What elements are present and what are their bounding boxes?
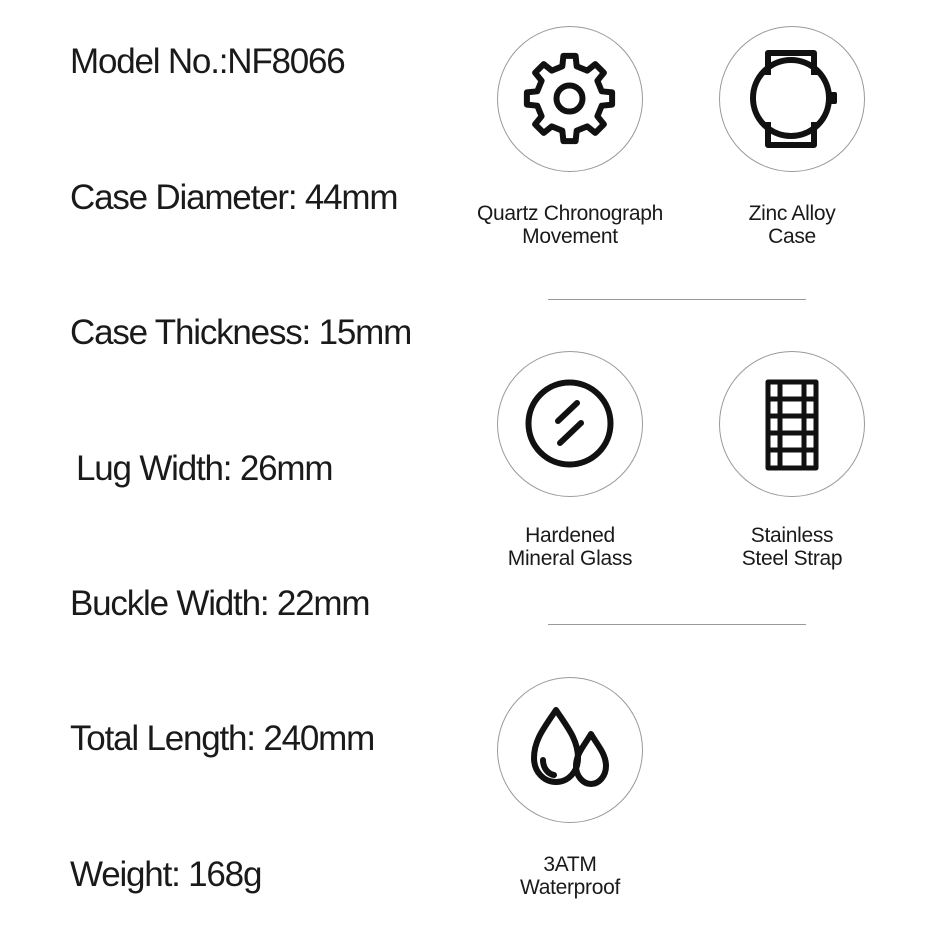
- movement-caption: [450, 202, 690, 248]
- case-caption: [672, 202, 912, 248]
- spec-case-diameter: Case Diameter: 44mm: [70, 178, 398, 217]
- strap-caption-line-1: Stainless: [750, 524, 834, 547]
- strap-badge: [719, 351, 865, 497]
- case-caption-line-2: Case: [768, 225, 816, 248]
- spec-buckle-width: Buckle Width: 22mm: [70, 584, 370, 623]
- spec-weight: Weight: 168g: [70, 855, 262, 894]
- movement-badge: [497, 26, 643, 172]
- water-drops-icon: [498, 678, 641, 821]
- spec-case-thickness: Case Thickness: 15mm: [70, 313, 412, 352]
- section-divider-1: [548, 299, 806, 300]
- glass-caption: [450, 524, 690, 570]
- movement-caption-line-1: Quartz Chronograph: [476, 202, 664, 225]
- case-badge: [719, 26, 865, 172]
- strap-caption-line-2: Steel Strap: [741, 547, 843, 570]
- section-divider-2: [548, 624, 806, 625]
- movement-caption-line-2: Movement: [522, 225, 618, 248]
- glass-badge: [497, 351, 643, 497]
- spec-model-number: Model No.:NF8066: [70, 42, 345, 81]
- watch-case-icon: [720, 27, 863, 170]
- strap-caption: [672, 524, 912, 570]
- gear-icon: [498, 27, 641, 170]
- case-caption-line-1: Zinc Alloy: [748, 202, 836, 225]
- waterproof-badge: [497, 677, 643, 823]
- waterproof-caption: [450, 853, 690, 899]
- waterproof-caption-line-1: 3ATM: [543, 853, 597, 876]
- spec-total-length: Total Length: 240mm: [70, 719, 375, 758]
- glass-caption-line-1: Hardened: [525, 524, 615, 547]
- waterproof-caption-line-2: Waterproof: [519, 876, 621, 899]
- spec-lug-width: Lug Width: 26mm: [76, 449, 333, 488]
- mineral-glass-icon: [498, 352, 641, 495]
- steel-strap-icon: [720, 352, 863, 495]
- glass-caption-line-2: Mineral Glass: [507, 547, 633, 570]
